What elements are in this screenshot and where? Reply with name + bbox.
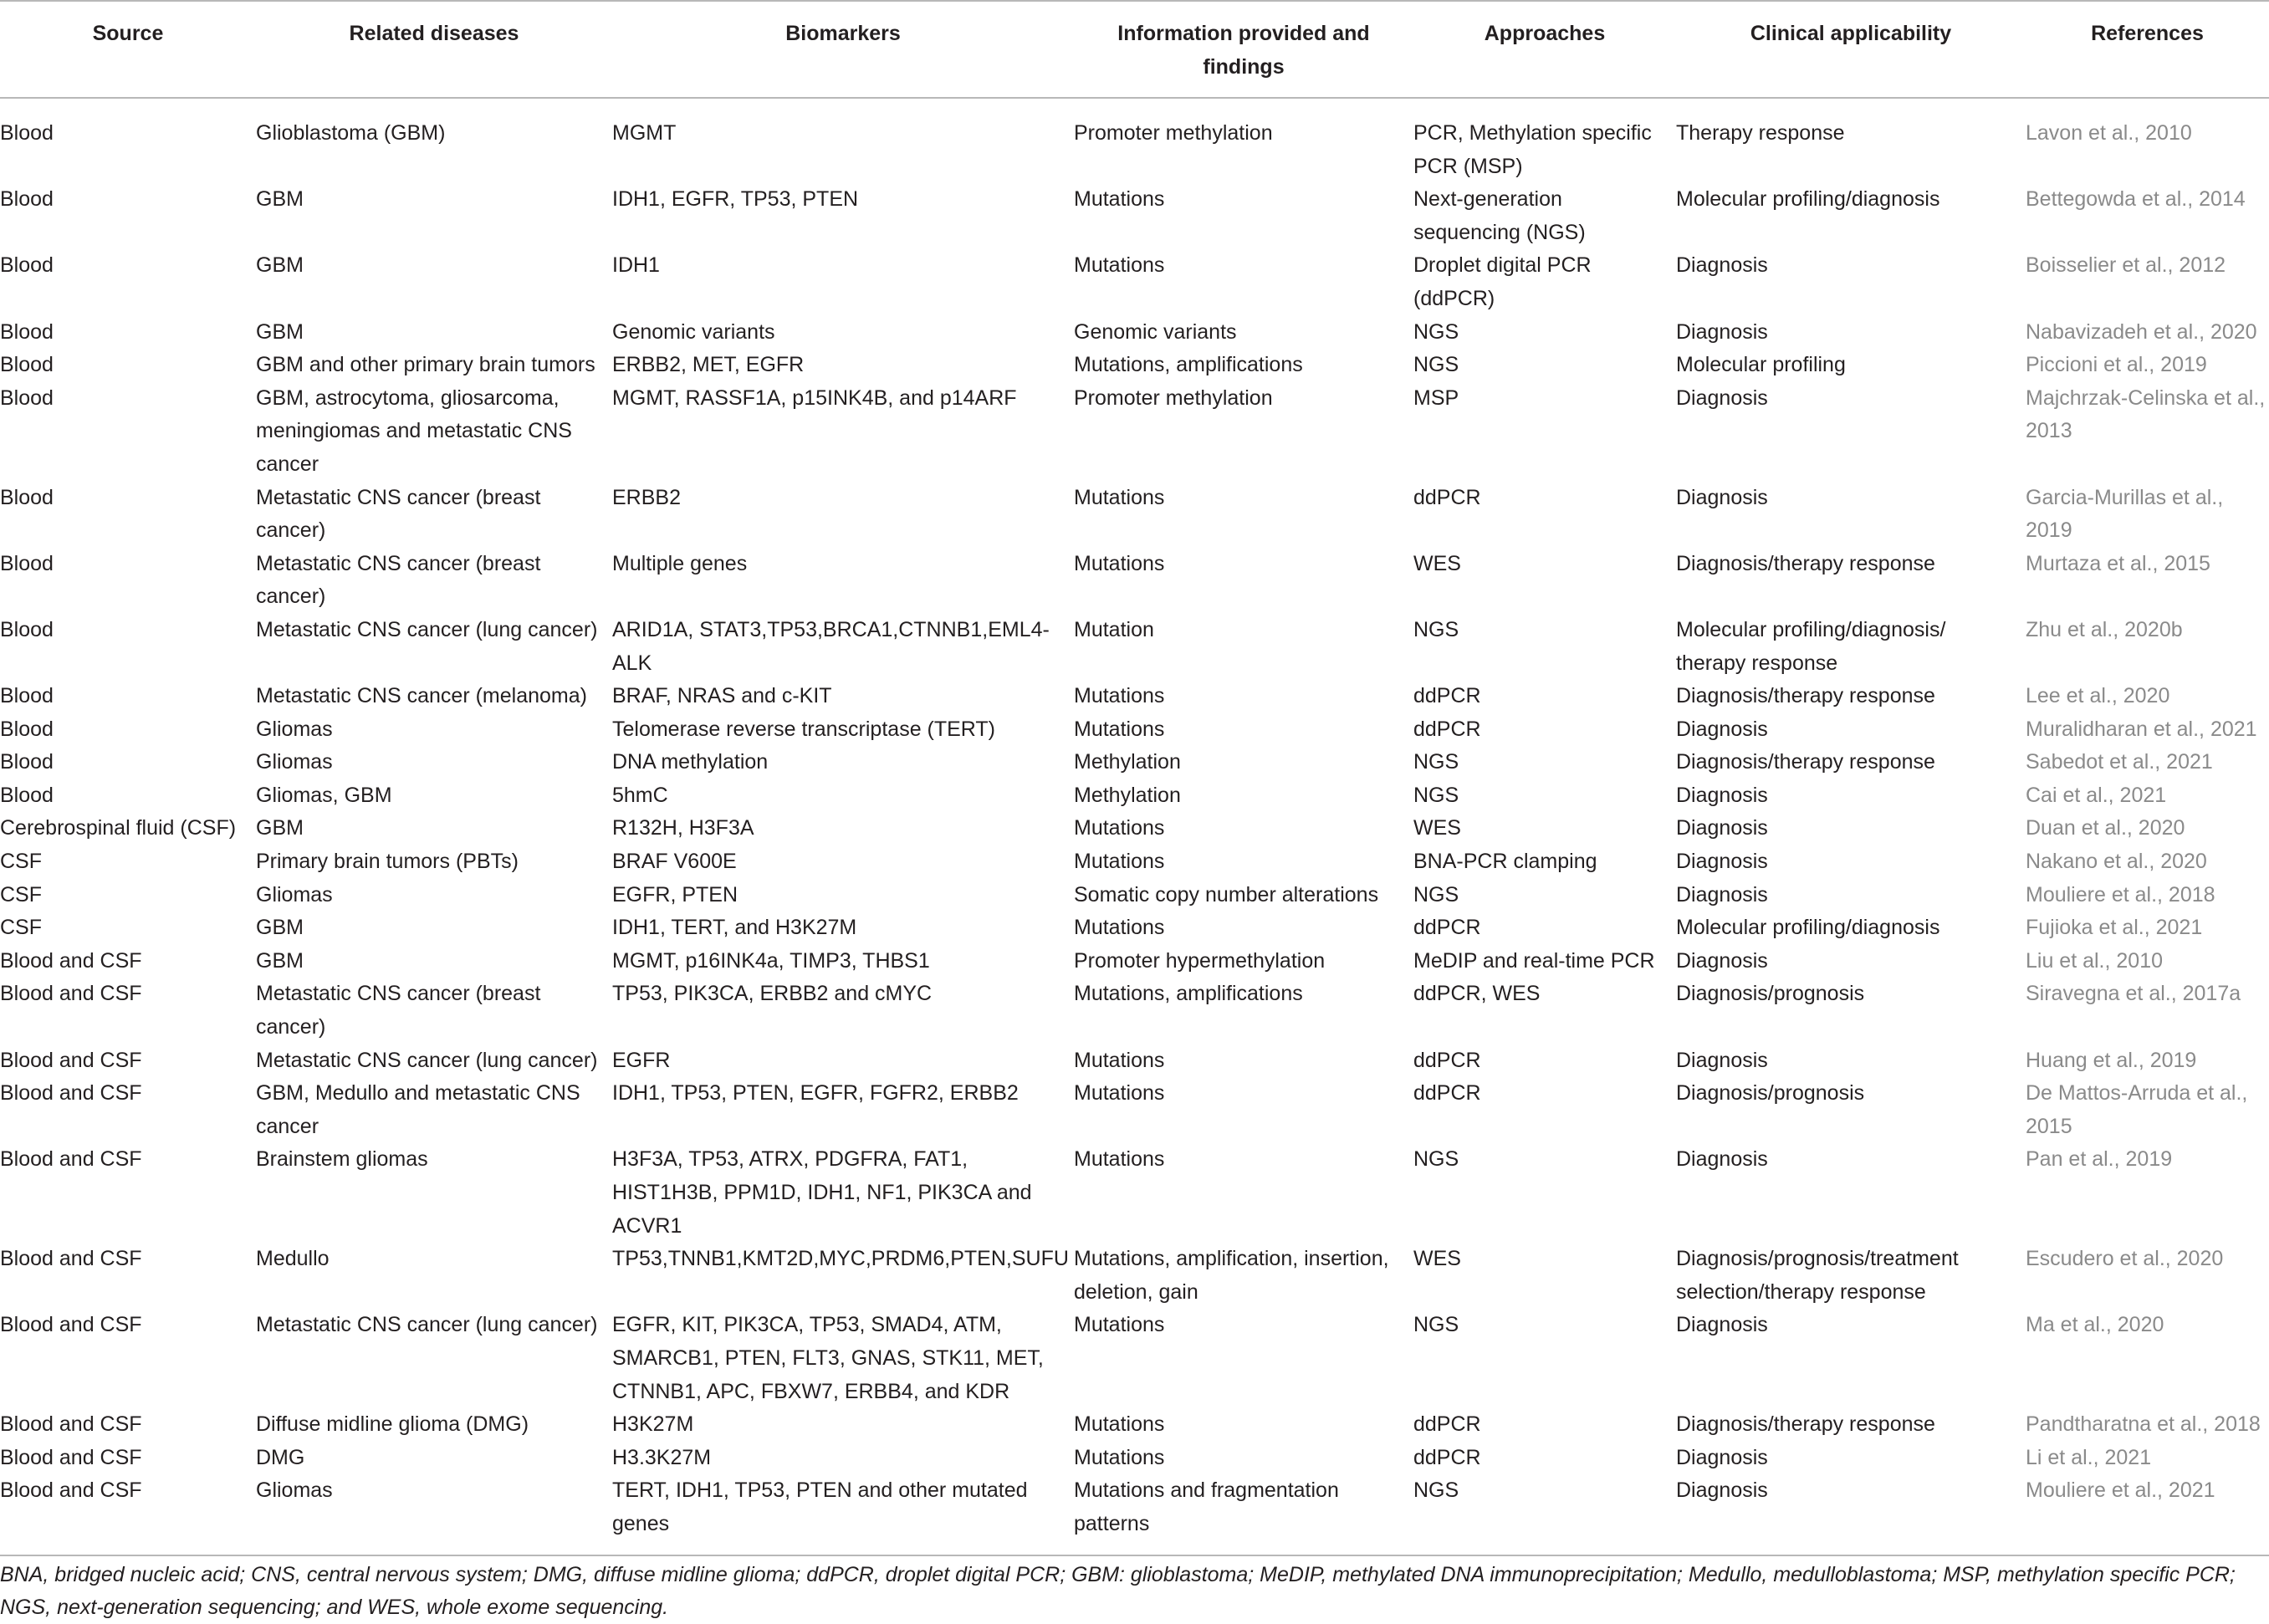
finding-cell: Promoter hypermethylation [1074, 948, 1326, 973]
clinical-cell: Diagnosis [1676, 1313, 1768, 1337]
finding-cell: Genomic variants [1074, 319, 1237, 344]
reference-cell: Piccioni et al., 2019 [2026, 353, 2207, 377]
approach-cell: BNA-PCR clamping [1413, 850, 1597, 874]
source-cell: Blood and CSF [0, 1474, 256, 1555]
disease-cell: Gliomas [256, 1474, 612, 1555]
disease-cell: GBM, astrocytoma, gliosarcoma, meningiomas and metastatic CNS cancer [256, 386, 572, 476]
table-row [0, 680, 2269, 713]
reference-cell: Boisselier et al., 2012 [2026, 253, 2226, 278]
disease-cell: GBM [256, 187, 304, 212]
reference-cell: Mouliere et al., 2021 [2026, 1474, 2269, 1555]
biomarker-cell: MGMT [612, 121, 677, 145]
clinical-cell: Diagnosis [1676, 816, 1768, 840]
disease-cell: Brainstem gliomas [256, 1147, 428, 1172]
reference-cell: Bettegowda et al., 2014 [2026, 187, 2246, 212]
table-row [0, 779, 2269, 813]
finding-cell: Mutations [1074, 1081, 1165, 1106]
source-cell: Blood [0, 617, 54, 641]
table-row [0, 183, 2269, 249]
finding-cell: Mutations [1074, 551, 1165, 575]
finding-cell: Mutations [1074, 1445, 1165, 1469]
source-cell: Blood and CSF [0, 1313, 142, 1337]
disease-cell: GBM [256, 816, 304, 840]
table-row [0, 1044, 2269, 1078]
table-row [0, 978, 2269, 1044]
table-header [0, 1, 2269, 98]
source-cell: Blood and CSF [0, 1247, 142, 1271]
approach-cell: ddPCR [1413, 717, 1481, 741]
reference-cell: Pan et al., 2019 [2026, 1147, 2173, 1172]
reference-cell: Escudero et al., 2020 [2026, 1247, 2224, 1271]
biomarker-cell: IDH1 [612, 253, 660, 278]
header-references: References [2026, 1, 2269, 98]
biomarker-cell: ERBB2 [612, 485, 681, 509]
clinical-cell: Diagnosis [1676, 717, 1768, 741]
source-cell: Blood [0, 783, 54, 807]
table-row [0, 845, 2269, 879]
header-related-diseases: Related diseases [256, 1, 612, 98]
table-row [0, 1143, 2269, 1243]
clinical-cell: Molecular profiling/diagnosis [1676, 187, 1940, 212]
source-cell: CSF [0, 882, 42, 906]
table-row [0, 98, 2269, 183]
clinical-cell: Therapy response [1676, 121, 1845, 145]
disease-cell: Gliomas [256, 882, 333, 906]
reference-cell: Nabavizadeh et al., 2020 [2026, 319, 2257, 344]
approach-cell: NGS [1413, 353, 1459, 377]
clinical-cell: Molecular profiling/diagnosis [1676, 916, 1940, 940]
approach-cell: ddPCR [1413, 916, 1481, 940]
finding-cell: Mutation [1074, 617, 1154, 641]
header-approaches: Approaches [1413, 1, 1676, 98]
clinical-cell: Diagnosis/therapy response [1676, 684, 1935, 708]
clinical-cell: Diagnosis [1676, 882, 1768, 906]
reference-cell: Sabedot et al., 2021 [2026, 750, 2213, 774]
clinical-cell: Diagnosis [1676, 948, 1768, 973]
table-row [0, 1243, 2269, 1309]
biomarker-cell: TERT, IDH1, TP53, PTEN and other mutated genes [612, 1474, 1074, 1555]
reference-cell: Pandtharatna et al., 2018 [2026, 1412, 2261, 1437]
approach-cell: ddPCR [1413, 1081, 1481, 1106]
disease-cell: Glioblastoma (GBM) [256, 121, 446, 145]
biomarker-cell: Telomerase reverse transcriptase (TERT) [612, 717, 996, 741]
finding-cell: Promoter methylation [1074, 386, 1273, 410]
reference-cell: Huang et al., 2019 [2026, 1048, 2197, 1072]
reference-cell: Duan et al., 2020 [2026, 816, 2185, 840]
source-cell: CSF [0, 850, 42, 874]
approach-cell: NGS [1413, 1147, 1459, 1172]
disease-cell: Medullo [256, 1247, 330, 1271]
table-row [0, 713, 2269, 747]
table-footnote: BNA, bridged nucleic acid; CNS, central nervous system; DMG, diffuse midline glioma; ddPCR, droplet digital PCR; GBM: glioblastoma; MeDIP, methylated DNA immunoprecipitation; Medullo, medulloblastoma; MSP, methylation specific PCR; NGS, next-generation sequencing; and WES, whole exome sequencing. [0, 1563, 2236, 1619]
source-cell: CSF [0, 916, 42, 940]
table-row [0, 482, 2269, 548]
source-cell: Blood [0, 717, 54, 741]
biomarker-cell: Genomic variants [612, 319, 775, 344]
approach-cell: Droplet digital PCR (ddPCR) [1413, 253, 1592, 310]
table-row [0, 879, 2269, 912]
table-row [0, 548, 2269, 614]
biomarker-cell: EGFR [612, 1048, 671, 1072]
biomarker-cell: BRAF, NRAS and c-KIT [612, 684, 832, 708]
source-cell: Blood and CSF [0, 1412, 142, 1437]
clinical-cell: Diagnosis [1676, 319, 1768, 344]
clinical-cell: Diagnosis [1676, 1474, 2026, 1555]
biomarker-cell: TP53,TNNB1,KMT2D,MYC,PRDM6,PTEN,SUFU [612, 1247, 1069, 1271]
clinical-cell: Diagnosis [1676, 1147, 1768, 1172]
source-cell: Blood [0, 485, 54, 509]
biomarker-cell: DNA methylation [612, 750, 769, 774]
disease-cell: Metastatic CNS cancer (lung cancer) [256, 1313, 598, 1337]
biomarker-cell: TP53, PIK3CA, ERBB2 and cMYC [612, 982, 933, 1006]
source-cell: Blood and CSF [0, 1048, 142, 1072]
finding-cell: Promoter methylation [1074, 121, 1273, 145]
biomarker-cell: ARID1A, STAT3,TP53,BRCA1,CTNNB1,EML4-ALK [612, 617, 1050, 675]
finding-cell: Mutations [1074, 1147, 1165, 1172]
clinical-cell: Diagnosis [1676, 386, 1768, 410]
finding-cell: Mutations [1074, 850, 1165, 874]
disease-cell: GBM [256, 253, 304, 278]
approach-cell: MeDIP and real-time PCR [1413, 948, 1655, 973]
finding-cell: Mutations [1074, 717, 1165, 741]
source-cell: Blood [0, 684, 54, 708]
clinical-cell: Diagnosis [1676, 850, 1768, 874]
table-row [0, 1442, 2269, 1475]
source-cell: Blood and CSF [0, 1445, 142, 1469]
source-cell: Blood [0, 121, 54, 145]
source-cell: Cerebrospinal fluid (CSF) [0, 816, 237, 840]
clinical-cell: Diagnosis/therapy response [1676, 1412, 1935, 1437]
approach-cell: PCR, Methylation specific PCR (MSP) [1413, 121, 1652, 178]
finding-cell: Mutations [1074, 816, 1165, 840]
clinical-cell: Diagnosis/prognosis [1676, 1081, 1865, 1106]
source-cell: Blood and CSF [0, 1147, 142, 1172]
biomarker-cell: IDH1, TP53, PTEN, EGFR, FGFR2, ERBB2 [612, 1081, 1019, 1106]
table-row [0, 614, 2269, 680]
finding-cell: Mutations [1074, 187, 1165, 212]
clinical-cell: Diagnosis [1676, 485, 1768, 509]
approach-cell: NGS [1413, 617, 1459, 641]
source-cell: Blood and CSF [0, 982, 142, 1006]
table-body [0, 98, 2269, 1555]
source-cell: Blood [0, 253, 54, 278]
disease-cell: Gliomas [256, 717, 333, 741]
finding-cell: Mutations and fragmentation patterns [1074, 1474, 1413, 1555]
biomarker-cell: MGMT, RASSF1A, p15INK4B, and p14ARF [612, 386, 1017, 410]
biomarker-cell: IDH1, EGFR, TP53, PTEN [612, 187, 859, 212]
reference-cell: Nakano et al., 2020 [2026, 850, 2207, 874]
disease-cell: GBM [256, 916, 304, 940]
source-cell: Blood and CSF [0, 948, 142, 973]
reference-cell: Zhu et al., 2020b [2026, 617, 2183, 641]
table-row [0, 382, 2269, 482]
table-row [0, 349, 2269, 382]
finding-cell: Mutations, amplifications [1074, 982, 1303, 1006]
header-row [0, 1, 2269, 98]
clinical-cell: Diagnosis/therapy response [1676, 551, 1935, 575]
table-row [0, 1408, 2269, 1442]
reference-cell: Li et al., 2021 [2026, 1445, 2152, 1469]
biomarker-cell: EGFR, KIT, PIK3CA, TP53, SMAD4, ATM, SMARCB1, PTEN, FLT3, GNAS, STK11, MET, CTNNB1, APC, FBXW7, ERBB4, and KDR [612, 1313, 1044, 1403]
table-row [0, 1309, 2269, 1408]
approach-cell: ddPCR [1413, 1445, 1481, 1469]
finding-cell: Mutations [1074, 1412, 1165, 1437]
approach-cell: NGS [1413, 882, 1459, 906]
biomarker-cell: 5hmC [612, 783, 668, 807]
source-cell: Blood [0, 187, 54, 212]
reference-cell: Siravegna et al., 2017a [2026, 982, 2241, 1006]
disease-cell: Metastatic CNS cancer (lung cancer) [256, 617, 598, 641]
biomarker-cell: R132H, H3F3A [612, 816, 754, 840]
clinical-cell: Diagnosis [1676, 253, 1768, 278]
approach-cell: WES [1413, 551, 1461, 575]
table-row [0, 1077, 2269, 1143]
approach-cell: ddPCR, WES [1413, 982, 1541, 1006]
disease-cell: Gliomas [256, 750, 333, 774]
biomarker-cell: H3F3A, TP53, ATRX, PDGFRA, FAT1, HIST1H3B, PPM1D, IDH1, NF1, PIK3CA and ACVR1 [612, 1147, 1032, 1238]
table-row [0, 1474, 2269, 1555]
approach-cell: WES [1413, 816, 1461, 840]
approach-cell: NGS [1413, 1474, 1676, 1555]
source-cell: Blood [0, 551, 54, 575]
finding-cell: Mutations [1074, 1313, 1165, 1337]
finding-cell: Somatic copy number alterations [1074, 882, 1379, 906]
clinical-cell: Diagnosis [1676, 1048, 1768, 1072]
table-row [0, 812, 2269, 845]
reference-cell: Garcia-Murillas et al., 2019 [2026, 485, 2224, 543]
approach-cell: Next-generation sequencing (NGS) [1413, 187, 1586, 244]
finding-cell: Mutations [1074, 684, 1165, 708]
header-clinical-applicability: Clinical applicability [1676, 1, 2026, 98]
clinical-cell: Diagnosis [1676, 1445, 1768, 1469]
clinical-cell: Diagnosis/prognosis/treatment selection/therapy response [1676, 1247, 1959, 1304]
biomarker-cell: MGMT, p16INK4a, TIMP3, THBS1 [612, 948, 930, 973]
table-row [0, 316, 2269, 350]
header-information: Information provided and findings [1074, 1, 1413, 98]
finding-cell: Mutations, amplifications [1074, 353, 1303, 377]
finding-cell: Mutations [1074, 485, 1165, 509]
approach-cell: ddPCR [1413, 485, 1481, 509]
reference-cell: Majchrzak-Celinska et al., 2013 [2026, 386, 2266, 443]
disease-cell: Gliomas, GBM [256, 783, 392, 807]
biomarker-cell: ERBB2, MET, EGFR [612, 353, 805, 377]
source-cell: Blood [0, 353, 54, 377]
header-source: Source [0, 1, 256, 98]
approach-cell: MSP [1413, 386, 1459, 410]
reference-cell: De Mattos-Arruda et al., 2015 [2026, 1081, 2248, 1138]
reference-cell: Lee et al., 2020 [2026, 684, 2170, 708]
finding-cell: Mutations [1074, 1048, 1165, 1072]
finding-cell: Mutations [1074, 253, 1165, 278]
source-cell: Blood and CSF [0, 1081, 142, 1106]
table-row [0, 249, 2269, 315]
approach-cell: WES [1413, 1247, 1461, 1271]
disease-cell: Metastatic CNS cancer (breast cancer) [256, 982, 541, 1039]
clinical-cell: Diagnosis/prognosis [1676, 982, 1865, 1006]
clinical-cell: Diagnosis/therapy response [1676, 750, 1935, 774]
finding-cell: Methylation [1074, 750, 1181, 774]
approach-cell: ddPCR [1413, 684, 1481, 708]
biomarker-cell: Multiple genes [612, 551, 748, 575]
disease-cell: GBM and other primary brain tumors [256, 353, 595, 377]
source-cell: Blood [0, 319, 54, 344]
finding-cell: Mutations [1074, 916, 1165, 940]
reference-cell: Lavon et al., 2010 [2026, 121, 2192, 145]
reference-cell: Liu et al., 2010 [2026, 948, 2164, 973]
biomarker-cell: IDH1, TERT, and H3K27M [612, 916, 857, 940]
approach-cell: ddPCR [1413, 1048, 1481, 1072]
reference-cell: Ma et al., 2020 [2026, 1313, 2164, 1337]
disease-cell: Metastatic CNS cancer (melanoma) [256, 684, 587, 708]
biomarker-cell: H3.3K27M [612, 1445, 712, 1469]
biomarker-cell: BRAF V600E [612, 850, 737, 874]
approach-cell: NGS [1413, 1313, 1459, 1337]
finding-cell: Mutations, amplification, insertion, deletion, gain [1074, 1247, 1389, 1304]
table-row [0, 912, 2269, 945]
clinical-cell: Diagnosis [1676, 783, 1768, 807]
disease-cell: Diffuse midline glioma (DMG) [256, 1412, 529, 1437]
disease-cell: Metastatic CNS cancer (lung cancer) [256, 1048, 598, 1072]
reference-cell: Mouliere et al., 2018 [2026, 882, 2215, 906]
approach-cell: NGS [1413, 319, 1459, 344]
reference-cell: Murtaza et al., 2015 [2026, 551, 2210, 575]
disease-cell: GBM, Medullo and metastatic CNS cancer [256, 1081, 580, 1138]
clinical-cell: Molecular profiling/diagnosis/ therapy response [1676, 617, 1946, 675]
source-cell: Blood [0, 750, 54, 774]
disease-cell: GBM [256, 948, 304, 973]
approach-cell: NGS [1413, 750, 1459, 774]
header-biomarkers: Biomarkers [612, 1, 1074, 98]
disease-cell: Metastatic CNS cancer (breast cancer) [256, 485, 541, 543]
approach-cell: ddPCR [1413, 1412, 1481, 1437]
table-row [0, 746, 2269, 779]
disease-cell: DMG [256, 1445, 305, 1469]
disease-cell: Primary brain tumors (PBTs) [256, 850, 519, 874]
biomarker-cell: EGFR, PTEN [612, 882, 738, 906]
reference-cell: Fujioka et al., 2021 [2026, 916, 2203, 940]
reference-cell: Muralidharan et al., 2021 [2026, 717, 2257, 741]
table-row [0, 945, 2269, 978]
disease-cell: GBM [256, 319, 304, 344]
approach-cell: NGS [1413, 783, 1459, 807]
disease-cell: Metastatic CNS cancer (breast cancer) [256, 551, 541, 609]
clinical-cell: Molecular profiling [1676, 353, 1846, 377]
reference-cell: Cai et al., 2021 [2026, 783, 2167, 807]
biomarker-cell: H3K27M [612, 1412, 694, 1437]
source-cell: Blood [0, 386, 54, 410]
finding-cell: Methylation [1074, 783, 1181, 807]
